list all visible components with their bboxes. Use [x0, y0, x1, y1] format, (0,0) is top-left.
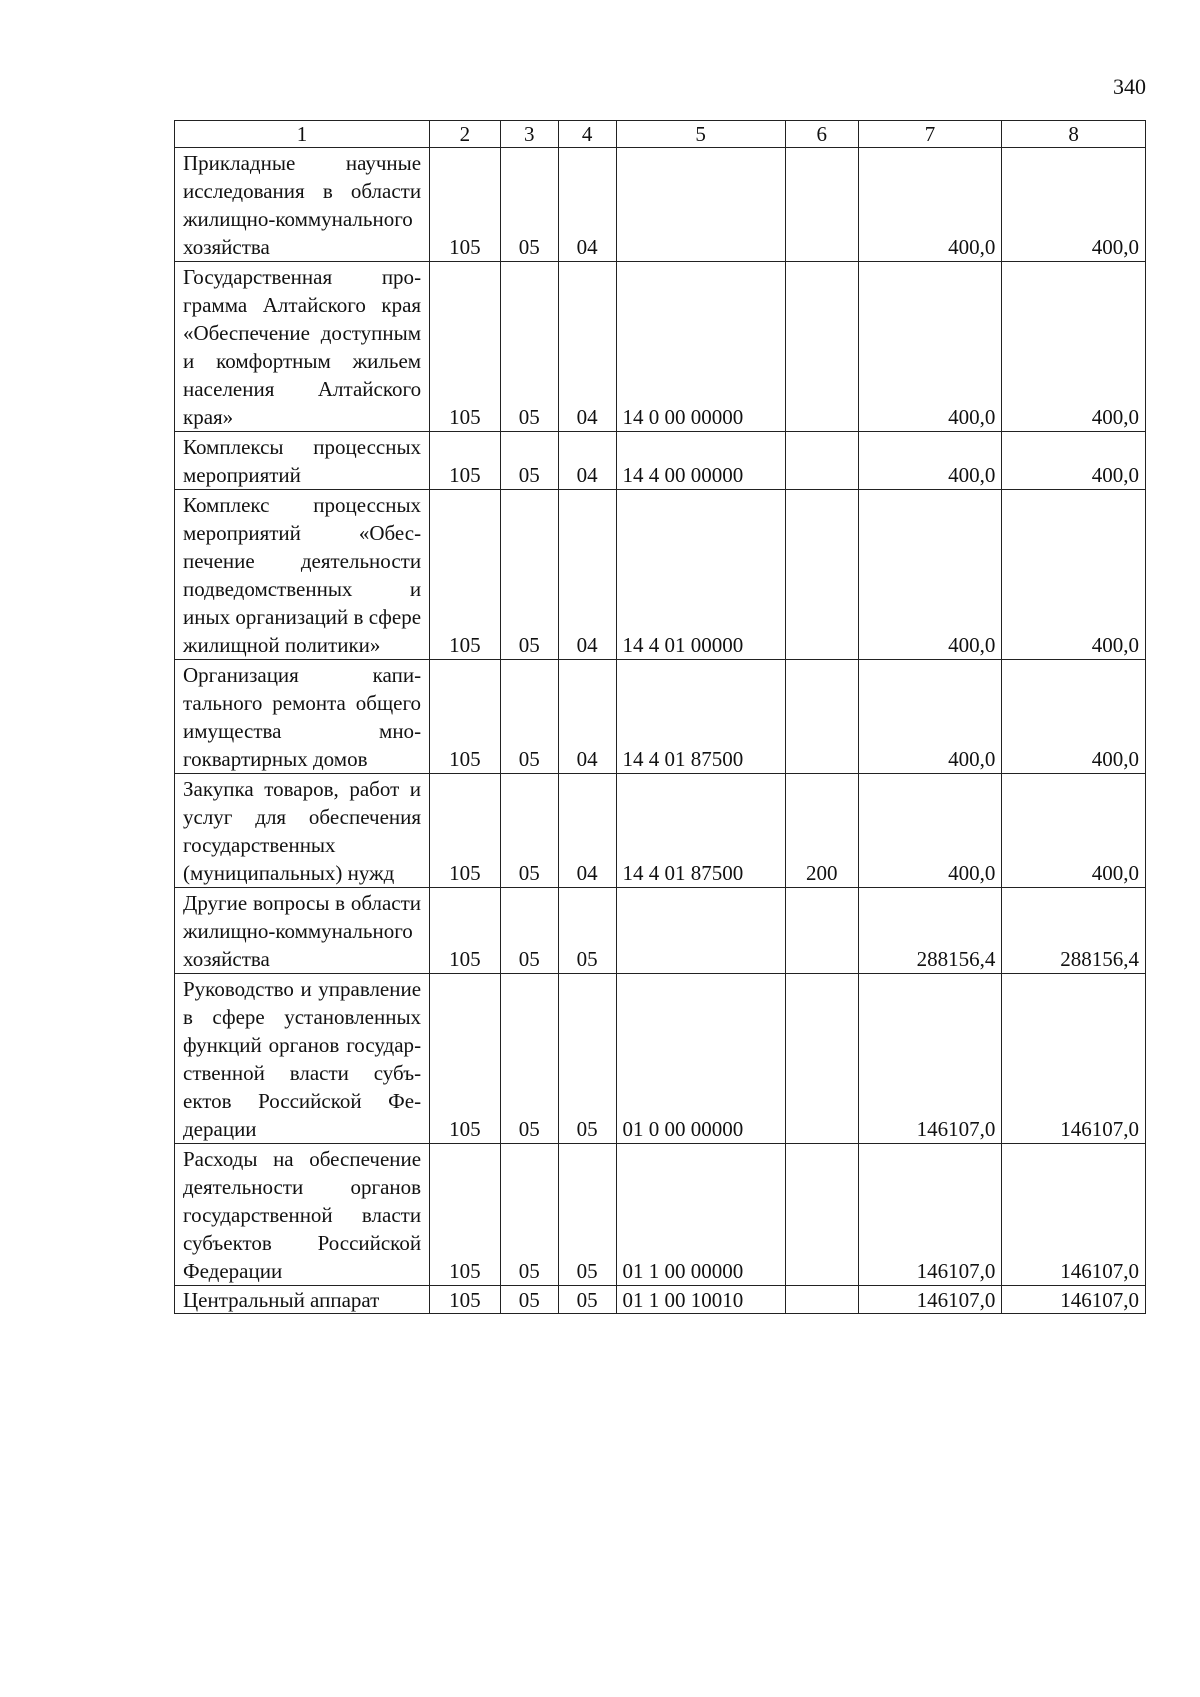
row-col-5: 14 0 00 00000 — [616, 262, 785, 432]
header-col-4: 4 — [558, 121, 616, 148]
row-col-5: 01 1 00 10010 — [616, 1286, 785, 1314]
row-col-7: 146107,0 — [858, 1286, 1002, 1314]
table-row — [175, 774, 1146, 888]
row-col-7: 400,0 — [858, 774, 1002, 888]
row-col-6 — [785, 888, 858, 974]
row-col-5 — [616, 148, 785, 262]
header-col-1: 1 — [175, 121, 430, 148]
table-row — [175, 974, 1146, 1144]
budget-table — [174, 120, 1146, 1314]
row-col-7: 400,0 — [858, 262, 1002, 432]
table-row — [175, 1144, 1146, 1286]
row-col-2: 105 — [430, 262, 501, 432]
row-col-6 — [785, 1144, 858, 1286]
row-name: Расходы на обеспечение деятельности органов государственной власти субъектов Российской Федерации — [175, 1144, 430, 1286]
row-col-4: 05 — [558, 1286, 616, 1314]
table-row — [175, 490, 1146, 660]
row-col-4: 04 — [558, 660, 616, 774]
header-row — [175, 121, 1146, 148]
row-col-2: 105 — [430, 1286, 501, 1314]
row-col-3: 05 — [500, 974, 558, 1144]
row-col-5: 14 4 01 00000 — [616, 490, 785, 660]
header-col-5: 5 — [616, 121, 785, 148]
row-col-2: 105 — [430, 148, 501, 262]
row-name: Руководство и управление в сфере установленных функций органов государственной власти субъектов Российской Федерации — [175, 974, 430, 1144]
row-col-3: 05 — [500, 148, 558, 262]
row-col-7: 400,0 — [858, 432, 1002, 490]
row-col-4: 05 — [558, 1144, 616, 1286]
row-col-7: 400,0 — [858, 490, 1002, 660]
row-col-2: 105 — [430, 660, 501, 774]
row-col-5: 01 0 00 00000 — [616, 974, 785, 1144]
table-row — [175, 148, 1146, 262]
row-col-3: 05 — [500, 774, 558, 888]
row-col-3: 05 — [500, 490, 558, 660]
row-col-8: 400,0 — [1002, 262, 1146, 432]
row-col-6 — [785, 432, 858, 490]
row-col-7: 288156,4 — [858, 888, 1002, 974]
row-col-6: 200 — [785, 774, 858, 888]
row-name: Центральный аппарат — [175, 1286, 430, 1314]
row-col-8: 400,0 — [1002, 148, 1146, 262]
row-col-6 — [785, 262, 858, 432]
row-col-4: 05 — [558, 974, 616, 1144]
row-col-3: 05 — [500, 660, 558, 774]
row-col-6 — [785, 490, 858, 660]
row-name: Закупка товаров, работ и услуг для обеспечения государственных (муниципальных) нужд — [175, 774, 430, 888]
row-col-8: 146107,0 — [1002, 974, 1146, 1144]
row-col-8: 400,0 — [1002, 774, 1146, 888]
table-row — [175, 660, 1146, 774]
row-col-4: 04 — [558, 432, 616, 490]
row-col-8: 400,0 — [1002, 660, 1146, 774]
row-col-5: 01 1 00 00000 — [616, 1144, 785, 1286]
row-col-5: 14 4 00 00000 — [616, 432, 785, 490]
row-name: Комплексы процессных мероприятий — [175, 432, 430, 490]
row-col-8: 400,0 — [1002, 490, 1146, 660]
row-col-2: 105 — [430, 432, 501, 490]
row-col-3: 05 — [500, 1286, 558, 1314]
row-col-4: 05 — [558, 888, 616, 974]
table-row — [175, 432, 1146, 490]
row-col-7: 146107,0 — [858, 974, 1002, 1144]
row-col-2: 105 — [430, 490, 501, 660]
row-col-6 — [785, 660, 858, 774]
row-col-3: 05 — [500, 888, 558, 974]
header-col-7: 7 — [858, 121, 1002, 148]
page-number: 340 — [1113, 74, 1146, 99]
row-col-5 — [616, 888, 785, 974]
row-col-7: 400,0 — [858, 660, 1002, 774]
row-col-2: 105 — [430, 888, 501, 974]
table-row — [175, 262, 1146, 432]
row-col-4: 04 — [558, 262, 616, 432]
table-row — [175, 1286, 1146, 1314]
row-name: Комплекс процессных мероприятий «Обеспечение деятельности подведомственных и иных организаций в сфере жилищной политики» — [175, 490, 430, 660]
row-col-2: 105 — [430, 1144, 501, 1286]
row-col-2: 105 — [430, 974, 501, 1144]
row-col-4: 04 — [558, 490, 616, 660]
header-col-2: 2 — [430, 121, 501, 148]
row-col-7: 400,0 — [858, 148, 1002, 262]
row-col-3: 05 — [500, 432, 558, 490]
row-col-6 — [785, 148, 858, 262]
row-col-3: 05 — [500, 262, 558, 432]
row-col-8: 146107,0 — [1002, 1144, 1146, 1286]
row-col-6 — [785, 974, 858, 1144]
row-col-8: 146107,0 — [1002, 1286, 1146, 1314]
row-name: Другие вопросы в области жилищно-коммунального хозяйства — [175, 888, 430, 974]
row-col-6 — [785, 1286, 858, 1314]
header-col-3: 3 — [500, 121, 558, 148]
row-name: Организация капитального ремонта общего имущества многоквартирных домов — [175, 660, 430, 774]
row-col-5: 14 4 01 87500 — [616, 774, 785, 888]
table-row — [175, 888, 1146, 974]
row-col-8: 400,0 — [1002, 432, 1146, 490]
row-name: Прикладные научные исследования в области жилищно-коммунального хозяйства — [175, 148, 430, 262]
row-col-4: 04 — [558, 148, 616, 262]
row-col-3: 05 — [500, 1144, 558, 1286]
row-col-5: 14 4 01 87500 — [616, 660, 785, 774]
row-col-8: 288156,4 — [1002, 888, 1146, 974]
row-col-2: 105 — [430, 774, 501, 888]
row-col-4: 04 — [558, 774, 616, 888]
row-col-7: 146107,0 — [858, 1144, 1002, 1286]
header-col-6: 6 — [785, 121, 858, 148]
row-name: Государственная программа Алтайского края «Обеспечение доступным и комфортным жильем населения Алтайского края» — [175, 262, 430, 432]
header-col-8: 8 — [1002, 121, 1146, 148]
